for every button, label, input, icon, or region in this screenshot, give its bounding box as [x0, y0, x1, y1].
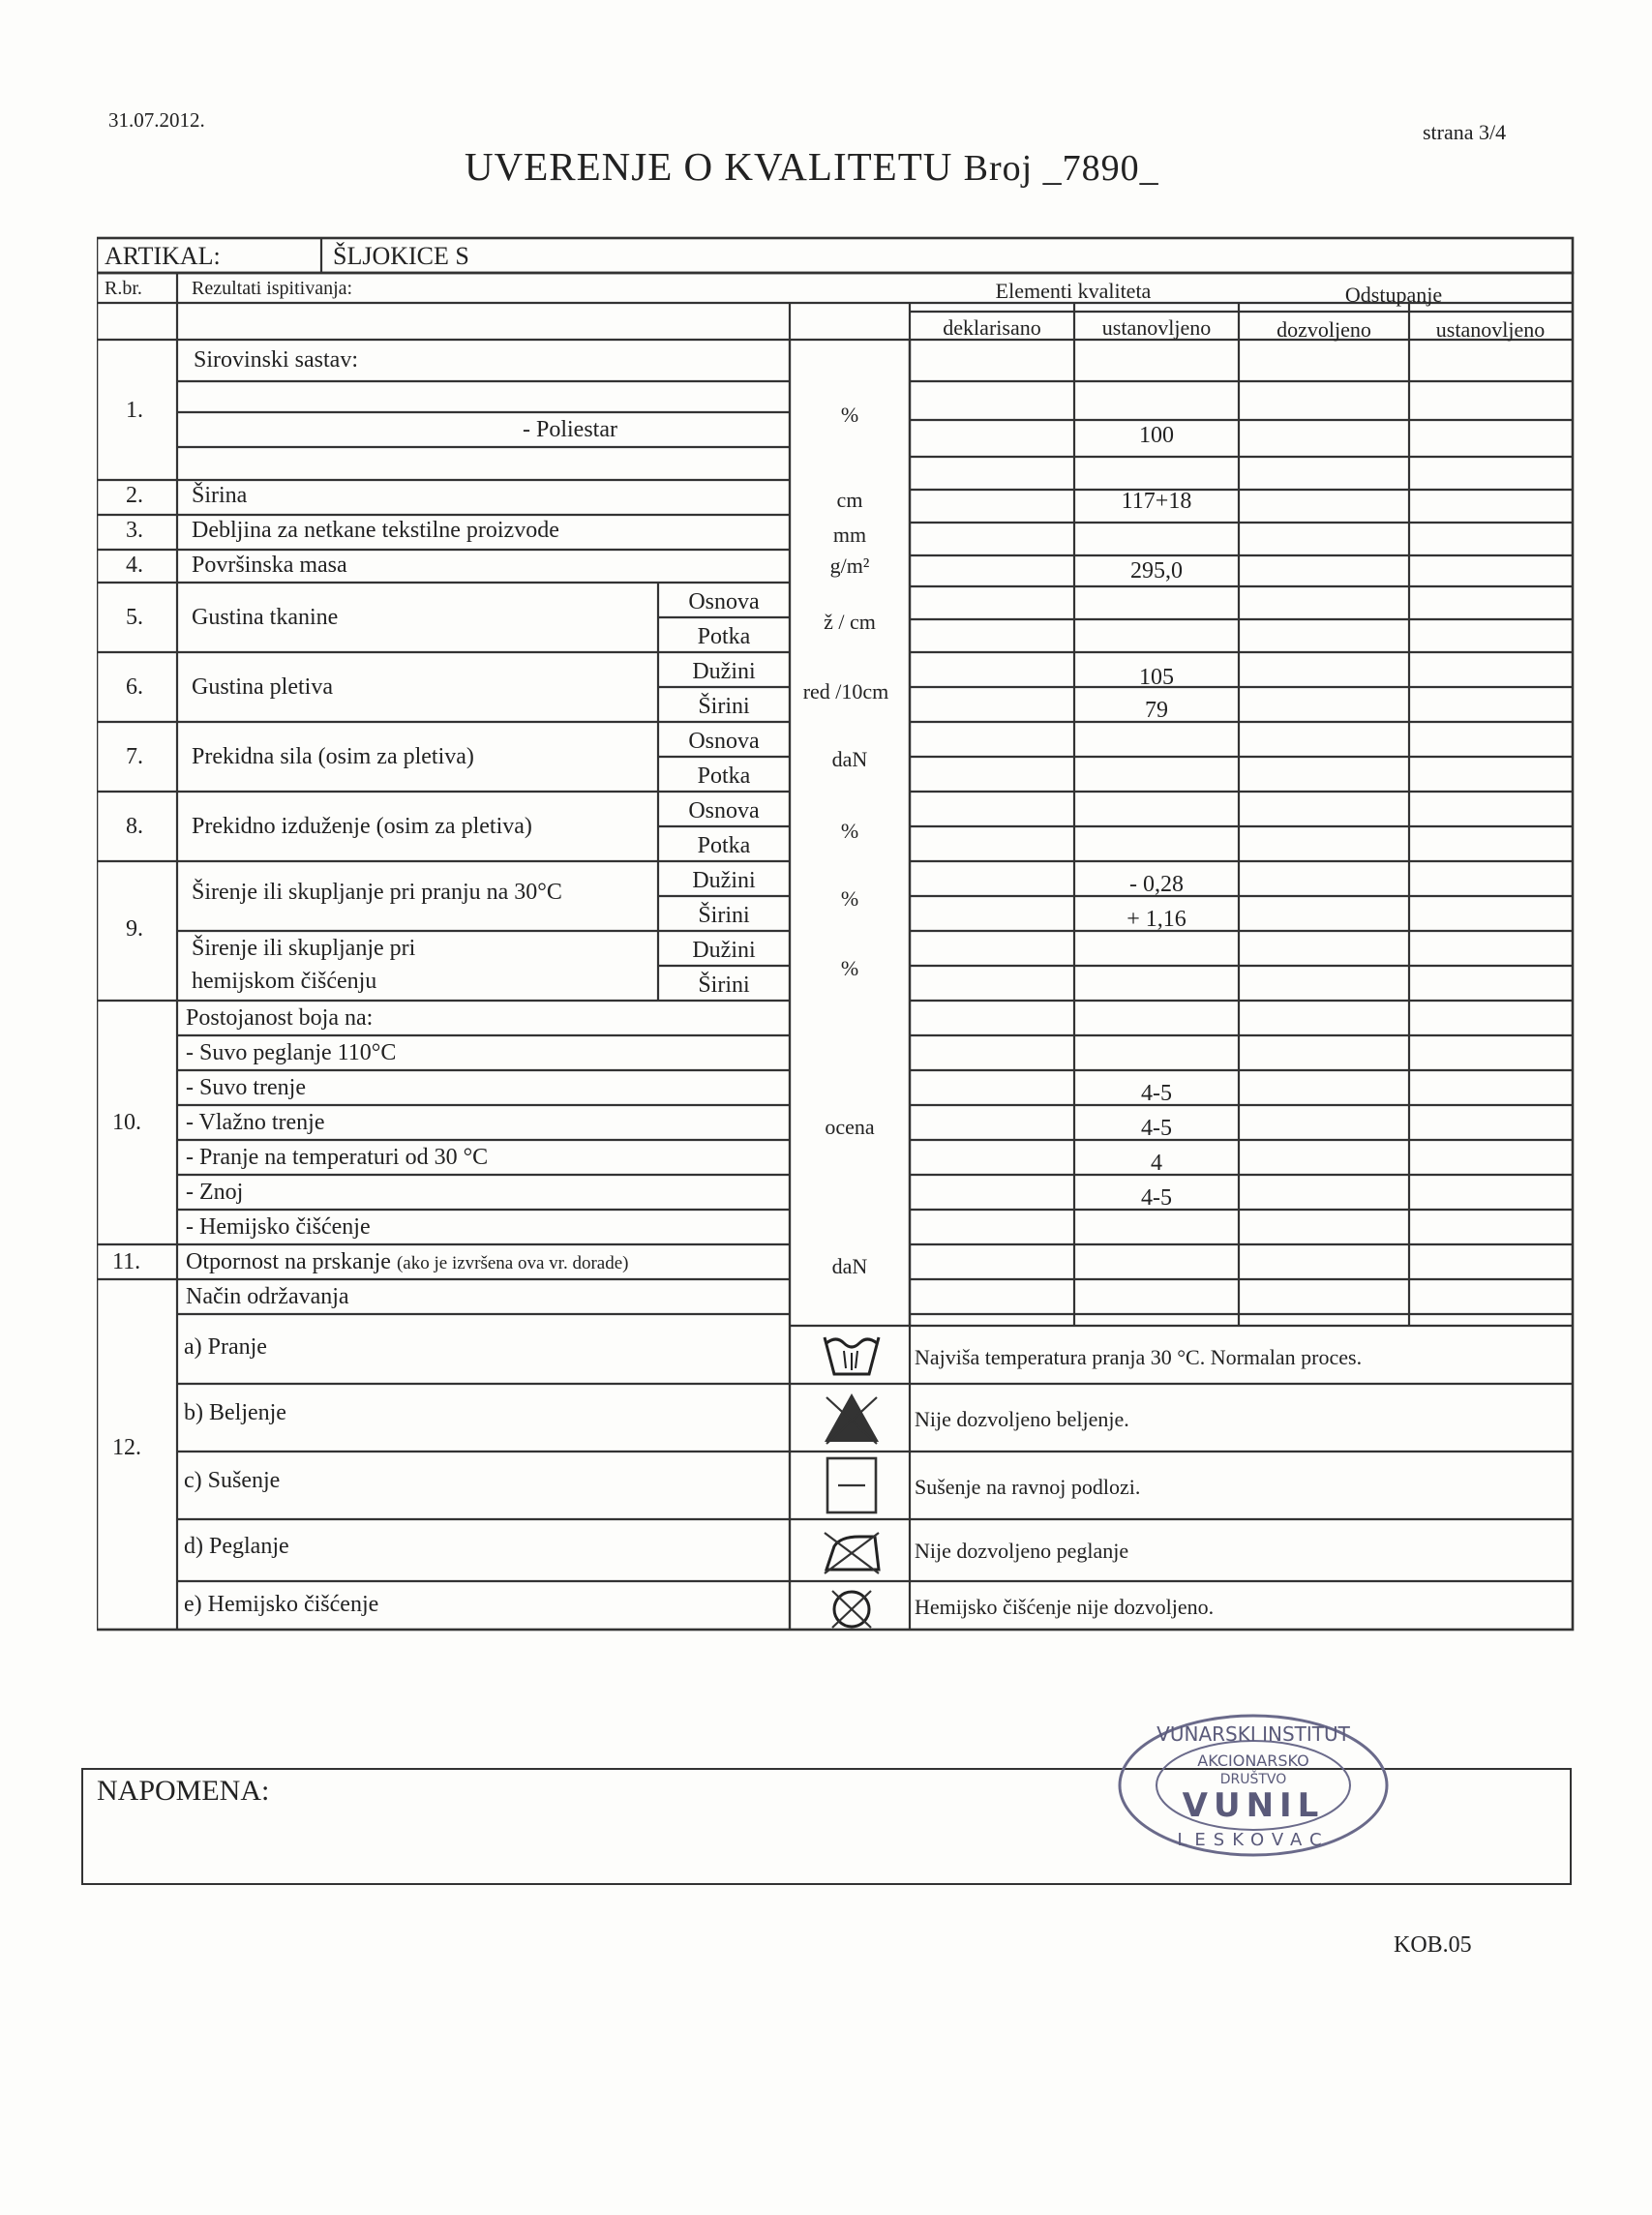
row10-value-3: 4-5 — [1141, 1116, 1172, 1141]
no-bleach-icon — [821, 1390, 883, 1448]
row5-title: Gustina tkanine — [192, 605, 339, 630]
care-label-bleach: b) Beljenje — [184, 1400, 286, 1425]
row7-sub1: Osnova — [688, 729, 760, 754]
row10-item-4: - Pranje na temperaturi od 30 °C — [186, 1145, 489, 1170]
row9-sub-a2: Širini — [698, 903, 750, 928]
row6-sub2: Širini — [698, 694, 750, 719]
row10-value-2: 4-5 — [1141, 1081, 1172, 1106]
row5-sub1: Osnova — [688, 589, 760, 614]
col-rbr: R.br. — [105, 278, 142, 299]
row8-number: 8. — [126, 814, 143, 839]
row9-unit-b: % — [840, 956, 859, 980]
row10-title: Postojanost boja na: — [186, 1005, 374, 1031]
row10-item-1: - Suvo peglanje 110°C — [186, 1040, 397, 1065]
row7-unit: daN — [831, 747, 868, 771]
row6-value1: 105 — [1139, 665, 1174, 690]
row11-number: 11. — [112, 1249, 141, 1274]
row10-value-4: 4 — [1151, 1151, 1162, 1176]
row1-title: Sirovinski sastav: — [194, 347, 359, 373]
row11-title — [186, 1250, 628, 1273]
row2-number: 2. — [126, 483, 143, 508]
row6-unit: red /10cm — [802, 679, 889, 703]
row8-title: Prekidno izduženje (osim za pletiva) — [192, 814, 532, 839]
stamp-line-2: AKCIONARSKO — [1197, 1751, 1309, 1770]
row6-value2: 79 — [1145, 698, 1168, 723]
article-value: ŠLJOKICE S — [333, 242, 469, 270]
wash-30-icon — [821, 1330, 883, 1380]
row3-unit: mm — [832, 523, 867, 547]
row5-sub2: Potka — [697, 624, 751, 649]
row10-unit: ocena — [825, 1115, 875, 1139]
row5-number: 5. — [126, 605, 143, 630]
row9-value-a1: - 0,28 — [1129, 872, 1184, 897]
care-text-iron: Nije dozvoljeno peglanje — [915, 1539, 1129, 1563]
row9-number: 9. — [126, 916, 143, 942]
company-stamp — [1113, 1708, 1394, 1863]
row1-value: 100 — [1139, 423, 1174, 448]
col-declared: deklarisano — [943, 315, 1041, 340]
row7-number: 7. — [126, 744, 143, 769]
page-number: strana 3/4 — [1423, 120, 1507, 144]
row2-value: 117+18 — [1121, 489, 1192, 514]
care-label-iron: d) Peglanje — [184, 1534, 289, 1559]
title-text: UVERENJE O KVALITETU — [465, 144, 953, 189]
row5-unit: ž / cm — [824, 610, 876, 634]
care-text-dry: Sušenje na ravnoj podlozi. — [915, 1475, 1141, 1499]
row8-sub1: Osnova — [688, 798, 760, 823]
row12-title: Način održavanja — [186, 1284, 349, 1309]
row9-title-b1: Širenje ili skupljanje pri — [192, 936, 416, 961]
row8-unit: % — [840, 819, 859, 843]
care-label-dry: c) Sušenje — [184, 1468, 281, 1493]
stamp-line-3: DRUŠTVO — [1219, 1772, 1287, 1787]
row1-number: 1. — [126, 398, 143, 423]
col-established-2: ustanovljeno — [1435, 317, 1546, 342]
care-text-bleach: Nije dozvoljeno beljenje. — [915, 1407, 1129, 1431]
row9-title-a: Širenje ili skupljanje pri pranju na 30°C — [192, 880, 562, 905]
row4-number: 4. — [126, 553, 143, 578]
row11-note: (ako je izvršena ova vr. dorade) — [396, 1253, 629, 1273]
row9-sub-b2: Širini — [698, 973, 750, 998]
row11-unit: daN — [831, 1254, 868, 1278]
row4-unit: g/m² — [829, 554, 870, 578]
row9-value-a2: + 1,16 — [1126, 907, 1186, 932]
document-date: 31.07.2012. — [108, 108, 205, 132]
row9-unit-a: % — [840, 886, 859, 911]
row4-title: Površinska masa — [192, 553, 347, 578]
article-label: ARTIKAL: — [105, 242, 221, 270]
col-results: Rezultati ispitivanja: — [192, 278, 353, 299]
row2-title: Širina — [192, 483, 248, 508]
stamp-line-4: VUNIL — [1182, 1786, 1325, 1825]
row9-sub-b1: Dužini — [692, 938, 756, 963]
care-text-dryclean: Hemijsko čišćenje nije dozvoljeno. — [915, 1595, 1215, 1619]
dry-flat-icon — [825, 1455, 879, 1515]
col-allowed: dozvoljeno — [1277, 317, 1371, 342]
row10-item-3: - Vlažno trenje — [186, 1110, 325, 1135]
row6-title: Gustina pletiva — [192, 674, 333, 700]
stamp-line-1: VUNARSKI INSTITUT — [1156, 1722, 1350, 1746]
row1-unit: % — [840, 403, 859, 427]
row10-value-5: 4-5 — [1141, 1185, 1172, 1211]
form-code: KOB.05 — [1394, 1932, 1472, 1958]
note-label: NAPOMENA: — [97, 1775, 270, 1807]
row10-item-6: - Hemijsko čišćenje — [186, 1214, 371, 1240]
row7-title: Prekidna sila (osim za pletiva) — [192, 744, 474, 769]
col-deviation: Odstupanje — [1344, 283, 1443, 307]
care-label-wash: a) Pranje — [184, 1334, 267, 1360]
row9-title-b2: hemijskom čišćenju — [192, 969, 377, 994]
row3-title: Debljina za netkane tekstilne proizvode — [192, 518, 559, 543]
row4-value: 295,0 — [1130, 558, 1183, 584]
row11-title-text: Otpornost na prskanje — [186, 1249, 391, 1274]
care-text-wash: Najviša temperatura pranja 30 °C. Normalan proces. — [915, 1345, 1363, 1369]
row9-sub-a1: Dužini — [692, 868, 756, 893]
row7-sub2: Potka — [697, 763, 751, 789]
document-title — [465, 143, 1159, 190]
no-iron-icon — [821, 1527, 883, 1577]
care-label-dryclean: e) Hemijsko čišćenje — [184, 1592, 379, 1617]
col-established: ustanovljeno — [1101, 315, 1212, 340]
row8-sub2: Potka — [697, 833, 751, 858]
certificate-number: Broj _7890_ — [963, 148, 1159, 189]
col-elements: Elementi kvaliteta — [995, 279, 1152, 303]
no-dry-clean-icon — [828, 1587, 875, 1631]
row1-item: - Poliestar — [523, 417, 617, 442]
row10-item-2: - Suvo trenje — [186, 1075, 306, 1100]
row6-sub1: Dužini — [692, 659, 756, 684]
row10-number: 10. — [112, 1110, 141, 1135]
row12-number: 12. — [112, 1435, 141, 1460]
stamp-line-5: LESKOVAC — [1177, 1830, 1330, 1850]
row6-number: 6. — [126, 674, 143, 700]
row2-unit: cm — [836, 488, 863, 512]
row10-item-5: - Znoj — [186, 1180, 244, 1205]
row3-number: 3. — [126, 518, 143, 543]
